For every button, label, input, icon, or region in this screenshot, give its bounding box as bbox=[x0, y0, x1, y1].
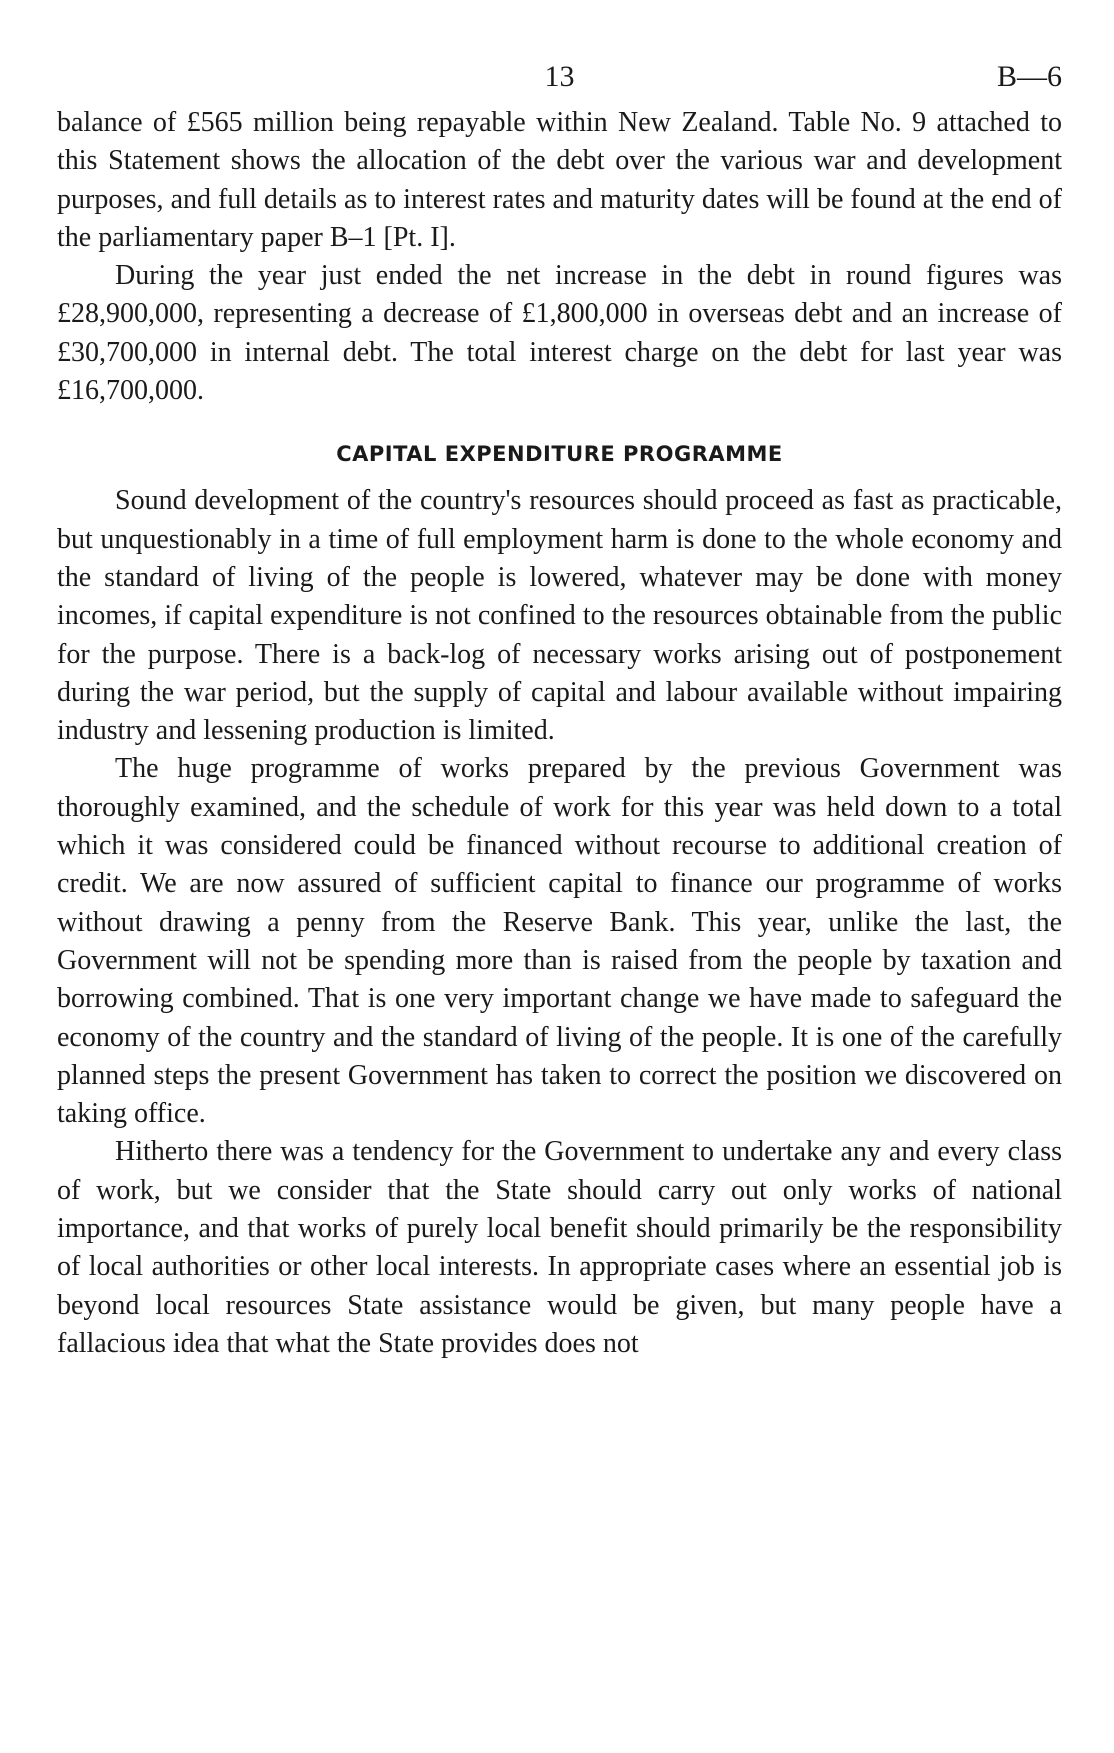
page-number: 13 bbox=[544, 60, 575, 93]
document-reference: B—6 bbox=[996, 60, 1062, 93]
section-heading: CAPITAL EXPENDITURE PROGRAMME bbox=[336, 442, 783, 467]
paragraph-huge-programme: The huge programme of works prepared by the previous Government was thoroughly examined, and the schedule of work for this year was held down to a total which it was considered could be financed without recourse to additional creation of credit. We are now assured of sufficient capital to finance our programme of works without drawing a penny from the Reserve Bank. This year, unlike the last, the Government will not be spending more than is raised from the people by taxation and borrowing combined. That is one very important change we have made to safeguard the economy of the country and the standard of living of the people. It is one of the carefully planned steps the present Government has taken to correct the position we discovered on taking office. bbox=[57, 753, 1062, 1130]
page-header bbox=[57, 60, 1062, 104]
document-page bbox=[57, 60, 1062, 1363]
paragraph-hitherto: Hitherto there was a tendency for the Government to undertake any and every class of work, but we consider that the State should carry out only works of national importance, and that works of purely local benefit should primarily be the responsibility of local authorities or other local interests. In appropriate cases where an essential job is beyond local resources State assistance would be given, but many people have a fallacious idea that what the State provides does not bbox=[57, 1136, 1062, 1359]
paragraph-continued: balance of £565 million being repayable within New Zealand. Table No. 9 attached to this Statement shows the allocation of the debt over the various war and development purposes, and full details as to interest rates and maturity dates will be found at the end of the parliamentary paper B–1 [Pt. I]. bbox=[57, 107, 1062, 253]
paragraph-sound-development: Sound development of the country's resources should proceed as fast as practicable, but unquestionably in a time of full employment harm is done to the whole economy and the standard of living of the people is lowered, whatever may be done with money incomes, if capital expenditure is not confined to the resources obtainable from the public for the purpose. There is a back-log of necessary works arising out of postponement during the war period, but the supply of capital and labour available without impairing industry and lessening production is limited. bbox=[57, 485, 1062, 747]
paragraph-debt-increase: During the year just ended the net increase in the debt in round figures was £28,900,000, representing a decrease of £1,800,000 in overseas debt and an increase of £30,700,000 in internal debt. The total interest charge on the debt for last year was £16,700,000. bbox=[57, 260, 1062, 407]
